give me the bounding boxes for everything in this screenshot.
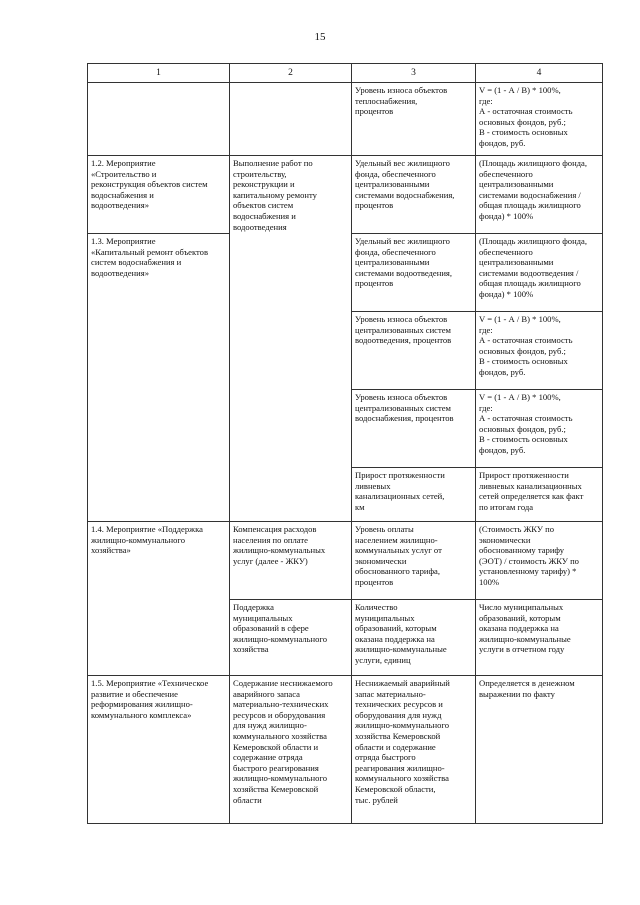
measure-description-cell: Компенсация расходов населения по оплате жилищно-коммунальных услуг (далее - ЖКУ) [230,522,352,600]
table-cell [88,83,230,156]
formula-cell: Прирост протяженности ливневых канализационных сетей определяется как факт по итогам года [476,468,603,522]
measure-1-5-cell: 1.5. Мероприятие «Техническое развитие и обеспечение реформирования жилищно- коммунального комплекса» [88,676,230,824]
formula-cell: (Площадь жилищного фонда, обеспеченного централизованными системами водоснабжения / общая площадь жилищного фонда) * 100% [476,156,603,234]
header-col-1: 1 [88,64,230,83]
indicator-cell: Уровень износа объектов централизованных систем водоотведения, процентов [352,312,476,390]
formula-cell: Число муниципальных образований, которым оказана поддержка на жилищно-коммунальные услуги в отчетном году [476,600,603,676]
formula-cell: (Стоимость ЖКУ по экономически обоснованному тарифу (ЭОТ) / стоимость ЖКУ по установленному тарифу) * 100% [476,522,603,600]
measure-1-3-cell: 1.3. Мероприятие «Капитальный ремонт объектов систем водоснабжения и водоотведения» [88,234,230,522]
indicator-cell: Неснижаемый аварийный запас материально- технических ресурсов и оборудования для нужд жилищно-коммунального хозяйства Кемеровской области и содержание отряда быстрого реагирования жилищно- коммунального хозяйства Кемеровской области, тыс. рублей [352,676,476,824]
measure-description-cell: Содержание неснижаемого аварийного запаса материально-технических ресурсов и оборудования для нужд жилищно- коммунального хозяйства Кемеровской области и содержание отряда быстрого реагирования жилищно-коммунального хозяйства Кемеровской области [230,676,352,824]
indicator-cell: Удельный вес жилищного фонда, обеспеченного централизованными системами водоснабжения, процентов [352,156,476,234]
measure-1-2-cell: 1.2. Мероприятие «Строительство и реконструкция объектов систем водоснабжения и водоотведения» [88,156,230,234]
formula-cell: V = (1 - А / В) * 100%, где: А - остаточная стоимость основных фондов, руб.; В - стоимость основных фондов, руб. [476,83,603,156]
indicators-table [87,63,603,824]
header-col-3: 3 [352,64,476,83]
formula-cell: V = (1 - А / В) * 100%, где: А - остаточная стоимость основных фондов, руб.; В - стоимость основных фондов, руб. [476,390,603,468]
indicator-cell: Прирост протяженности ливневых канализационных сетей, км [352,468,476,522]
page-number: 15 [314,31,326,43]
formula-cell: (Площадь жилищного фонда, обеспеченного централизованными системами водоотведения / общая площадь жилищного фонда) * 100% [476,234,603,312]
indicator-cell: Уровень износа объектов теплоснабжения, процентов [352,83,476,156]
indicator-cell: Уровень оплаты населением жилищно- коммунальных услуг от экономически обоснованного тарифа, процентов [352,522,476,600]
formula-cell: V = (1 - А / В) * 100%, где: А - остаточная стоимость основных фондов, руб.; В - стоимость основных фондов, руб. [476,312,603,390]
table-cell [230,83,352,156]
indicator-cell: Уровень износа объектов централизованных систем водоснабжения, процентов [352,390,476,468]
table-row [88,676,603,824]
header-col-2: 2 [230,64,352,83]
table-row [88,156,603,234]
formula-cell: Определяется в денежном выражении по факту [476,676,603,824]
table-row [88,83,603,156]
header-col-4: 4 [476,64,603,83]
measure-description-cell: Поддержка муниципальных образований в сфере жилищно-коммунального хозяйства [230,600,352,676]
indicator-cell: Удельный вес жилищного фонда, обеспеченного централизованными системами водоотведения, процентов [352,234,476,312]
table-row [88,522,603,600]
indicator-cell: Количество муниципальных образований, которым оказана поддержка на жилищно-коммунальные услуги, единиц [352,600,476,676]
table-header-row [88,64,603,83]
measure-description-cell: Выполнение работ по строительству, реконструкции и капитальному ремонту объектов систем водоснабжения и водоотведения [230,156,352,522]
measure-1-4-cell: 1.4. Мероприятие «Поддержка жилищно-коммунального хозяйства» [88,522,230,676]
